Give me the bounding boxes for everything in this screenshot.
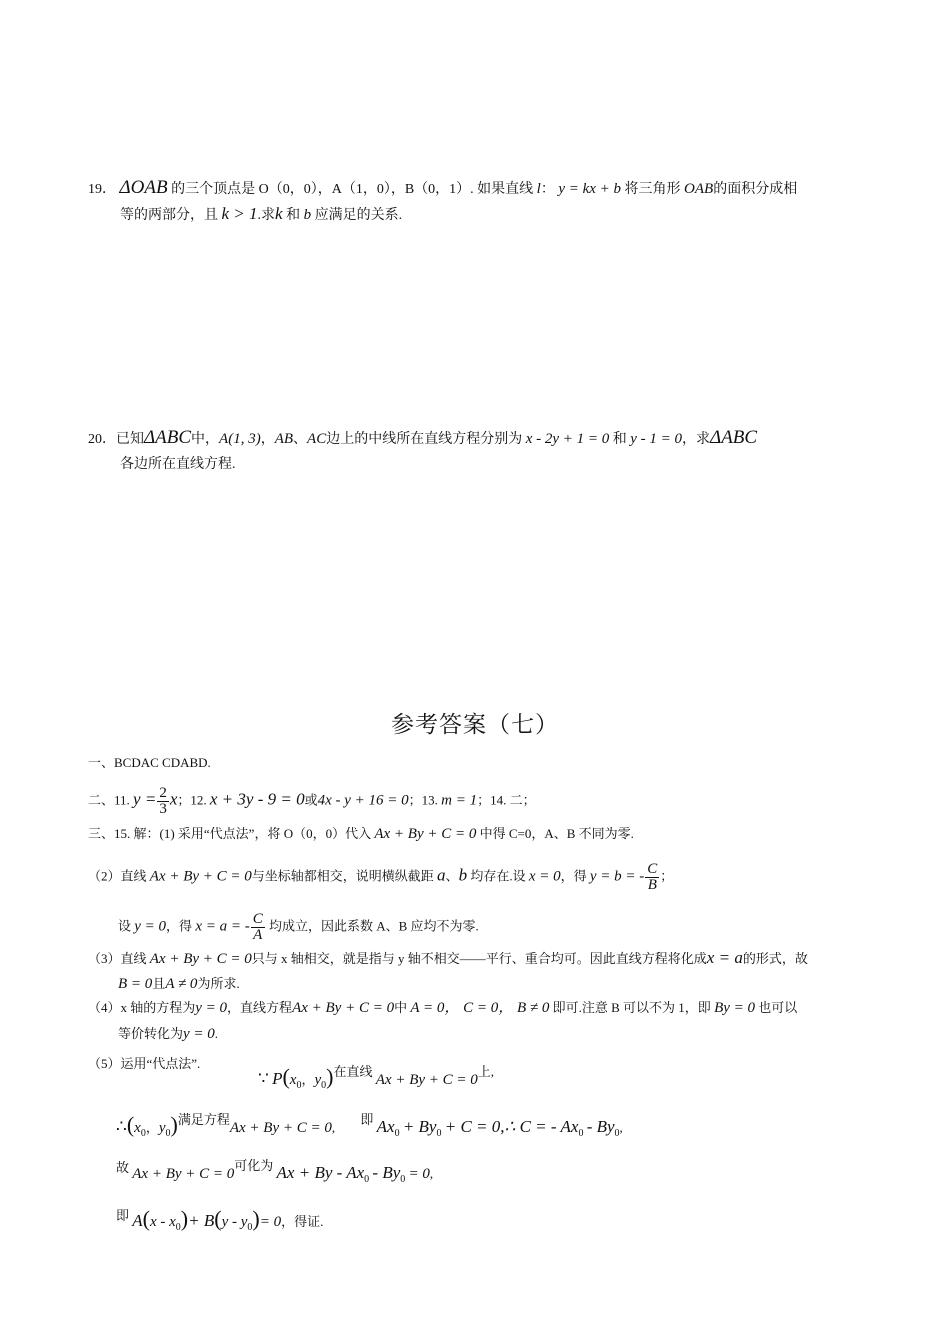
text: ；12. <box>177 792 207 808</box>
eq-part: y - y <box>221 1214 248 1230</box>
subscript: 0 <box>614 1128 620 1139</box>
y: y <box>314 1072 322 1088</box>
eq-part: x - x <box>149 1214 176 1230</box>
text: . <box>214 1026 219 1041</box>
answer-15-2 <box>88 862 673 893</box>
eq-part: + By <box>402 1117 437 1136</box>
answer-15-5-line3 <box>116 1156 433 1190</box>
triangle-abc: ΔABC <box>144 427 192 448</box>
question-number: 20．已知 <box>88 432 144 447</box>
text: ；14. 二； <box>477 792 536 808</box>
text: 可化为 <box>234 1158 274 1173</box>
text: 只与 x 轴相交，就是指与 y 轴不相交——平行、重合均可。因此直线方程将化成 <box>251 951 707 966</box>
text: （3）直线 <box>88 951 147 966</box>
k: k <box>275 204 283 223</box>
equation-12a: x + 3y - 9 = 0 <box>209 789 305 809</box>
text: 均成立，因此系数 A、B 应均不为零. <box>268 918 479 934</box>
answer-15-5-line4: 即 $A(x - x_0)+ B(y - y_0)= 0$，得证. <box>116 1206 324 1233</box>
text: ； <box>660 868 674 884</box>
eq-part: = 0 <box>259 1214 282 1230</box>
text: 各边所在直线方程. <box>120 457 236 472</box>
line-general-equation: Ax + By + C = 0 <box>292 1000 395 1016</box>
coefficient-conditions: A = 0， C = 0， B ≠ 0 <box>410 1000 550 1016</box>
eq-part: + C = 0,∴ C = - Ax <box>444 1117 579 1136</box>
line-general-equation: Ax + By + C = 0 <box>375 1072 478 1088</box>
text: ；13. <box>408 792 438 808</box>
subscript: 0 <box>165 1128 171 1139</box>
text: 三、15. 解：(1) 采用“代点法”，将 O（0，0）代入 <box>88 826 372 841</box>
line-general-equation: Ax + By + C = 0 <box>229 1120 332 1136</box>
b-zero: B = 0 <box>118 976 153 992</box>
x: x <box>169 789 178 809</box>
text: 为所求. <box>197 976 240 991</box>
median-equation-2: y - 1 = 0 <box>630 431 683 447</box>
text: , <box>429 1166 434 1181</box>
triangle-abc: ΔABC <box>710 427 758 448</box>
answer-15-4-line2 <box>118 1024 218 1044</box>
answer-15-3-line2 <box>118 974 240 994</box>
text: 与坐标轴都相交，说明横纵截距 <box>251 868 434 884</box>
x: x <box>134 1120 141 1136</box>
eq-part: - By <box>586 1117 615 1136</box>
text: 等价转化为 <box>118 1026 184 1041</box>
question-number: 19． <box>88 182 116 197</box>
eq-part: + B <box>188 1211 215 1230</box>
question-19-line2 <box>120 204 402 226</box>
subscript: 0 <box>247 1222 253 1233</box>
eq-part: A <box>132 1211 143 1230</box>
text: , <box>331 1120 336 1135</box>
text: 中 <box>394 1000 408 1015</box>
text: ，得证. <box>281 1214 324 1229</box>
text: 设 <box>118 918 132 934</box>
answer-part1: 一、BCDAC CDABD. <box>88 755 211 770</box>
subscript: 0 <box>578 1128 584 1139</box>
line-l: l <box>536 181 541 197</box>
subscript: 0 <box>400 1174 406 1185</box>
a: a <box>437 865 446 885</box>
line-equation: y = kx + b <box>558 181 622 197</box>
point-a: A(1, 3) <box>219 431 261 447</box>
text: 也可以 <box>758 1000 798 1015</box>
answer-15-1 <box>88 824 634 844</box>
fraction-2-3 <box>157 786 169 817</box>
y-eq: y = <box>133 789 157 809</box>
text: 即 <box>116 1208 130 1223</box>
subscript: 0 <box>175 1222 181 1233</box>
subscript: 0 <box>321 1080 327 1091</box>
subscript: 0 <box>364 1174 370 1185</box>
denominator: 3 <box>159 801 167 817</box>
text: 和 <box>286 208 301 223</box>
x-intercept: x = a = - <box>195 918 250 935</box>
text: ，直线方程 <box>227 1000 293 1015</box>
text: 等的两部分，且 <box>120 208 218 223</box>
text: （2）直线 <box>88 868 147 884</box>
x-zero: x = 0 <box>528 868 561 885</box>
text: 或 <box>304 792 318 808</box>
question-20-line2 <box>120 455 236 475</box>
line-general-equation: Ax + By + C = 0 <box>149 951 252 967</box>
text: （4）x 轴的方程为 <box>88 1000 196 1015</box>
answer-part2 <box>88 786 536 817</box>
eq-part: = 0 <box>408 1166 430 1182</box>
text: ，得 <box>166 918 193 934</box>
point-p: P <box>272 1069 283 1088</box>
condition: k > 1 <box>221 204 258 223</box>
a-nonzero: A ≠ 0 <box>165 976 198 992</box>
eq-part: Ax <box>376 1117 395 1136</box>
text: 和 <box>612 432 627 447</box>
text: 应满足的关系. <box>314 208 403 223</box>
text: 即可.注意 B 可以不为 1，即 <box>552 1000 711 1015</box>
denominator: A <box>253 927 263 943</box>
line-general-equation: Ax + By + C = 0 <box>132 1166 235 1182</box>
text: 的形式，故 <box>742 951 808 966</box>
ab: AB <box>274 431 294 447</box>
because-symbol: ∵ <box>258 1069 269 1088</box>
text: 故 <box>116 1160 130 1175</box>
text: .求 <box>257 208 276 223</box>
text: 上, <box>477 1064 495 1079</box>
text: 满足方程 <box>177 1112 230 1127</box>
text: , <box>619 1120 623 1135</box>
text: （5）运用“代点法”. <box>88 1056 201 1071</box>
subscript: 0 <box>394 1128 400 1139</box>
x-eq-a: x = a <box>706 948 743 967</box>
eq-part: Ax + By - Ax <box>276 1163 365 1182</box>
text: 中， <box>191 432 220 447</box>
question-19-line1 <box>88 178 797 200</box>
answer-15-5 <box>88 1054 200 1074</box>
text: 且 <box>152 976 166 991</box>
text: 边上的中线所在直线方程分别为 <box>326 432 523 447</box>
y: y <box>158 1120 166 1136</box>
text: ，求 <box>682 432 711 447</box>
text: 将三角形 <box>624 182 681 197</box>
text: 均存在.设 <box>470 868 526 884</box>
answer-15-2-line2 <box>118 912 479 943</box>
y-zero: y = 0 <box>183 1026 215 1042</box>
y-zero: y = 0 <box>195 1000 228 1016</box>
m-eq: m = 1 <box>441 792 478 809</box>
numerator: 2 <box>159 785 167 801</box>
answer-15-3 <box>88 948 808 969</box>
text: 即 <box>360 1112 374 1127</box>
line-general-equation: Ax + By + C = 0 <box>149 868 252 885</box>
text: 的面积分成相 <box>713 182 798 197</box>
y-intercept: y = b = - <box>589 868 645 885</box>
x: x <box>289 1072 297 1088</box>
line-general-equation: Ax + By + C = 0 <box>374 826 477 842</box>
answer-title: 参考答案（七） <box>391 712 559 738</box>
ac: AC <box>307 431 327 447</box>
text: ： <box>540 182 555 197</box>
subscript: 0 <box>436 1128 442 1139</box>
subscript: 0 <box>140 1128 146 1139</box>
text: 二、11. <box>88 792 130 808</box>
text: ，得 <box>560 868 587 884</box>
answer-15-5-line2: $\therefore(x_0$，$y_0$)满足方程Ax + By + C = 0, 即 $Ax_0 + By_0 + C$ = 0,∴ C = - $Ax_0 - By_0$, <box>116 1112 623 1139</box>
text: ， <box>260 432 275 447</box>
equation-12b: 4x - y + 16 = 0 <box>317 792 409 809</box>
eq-part: - By <box>372 1163 401 1182</box>
triangle-oab: ΔOAB <box>119 177 168 198</box>
fraction-c-b <box>645 862 659 893</box>
median-equation-1: x - 2y + 1 = 0 <box>525 431 610 447</box>
therefore-symbol: ∴ <box>116 1117 127 1136</box>
question-20-line1 <box>88 428 757 450</box>
oab: OAB <box>684 181 714 197</box>
answer-15-5-condition: ∵ $P(x_0$，$y_0$)在直线 Ax + By + C = 0上, <box>258 1064 495 1091</box>
fraction-c-a <box>251 912 265 943</box>
numerator: C <box>252 911 263 927</box>
text: 的三个顶点是 O（0，0），A（1，0），B（0，1）. 如果直线 <box>171 182 534 197</box>
text: 中得 C=0，A、B 不同为零. <box>479 826 634 841</box>
by-zero: By = 0 <box>714 1000 756 1016</box>
b: b <box>458 865 468 885</box>
text: 、 <box>293 432 308 447</box>
y-zero: y = 0 <box>134 918 167 935</box>
text: 在直线 <box>333 1064 373 1079</box>
b: b <box>303 207 312 223</box>
denominator: B <box>647 877 657 893</box>
text: 、 <box>445 868 459 884</box>
numerator: C <box>647 861 658 877</box>
subscript: 0 <box>296 1080 302 1091</box>
answer-15-4 <box>88 998 797 1018</box>
